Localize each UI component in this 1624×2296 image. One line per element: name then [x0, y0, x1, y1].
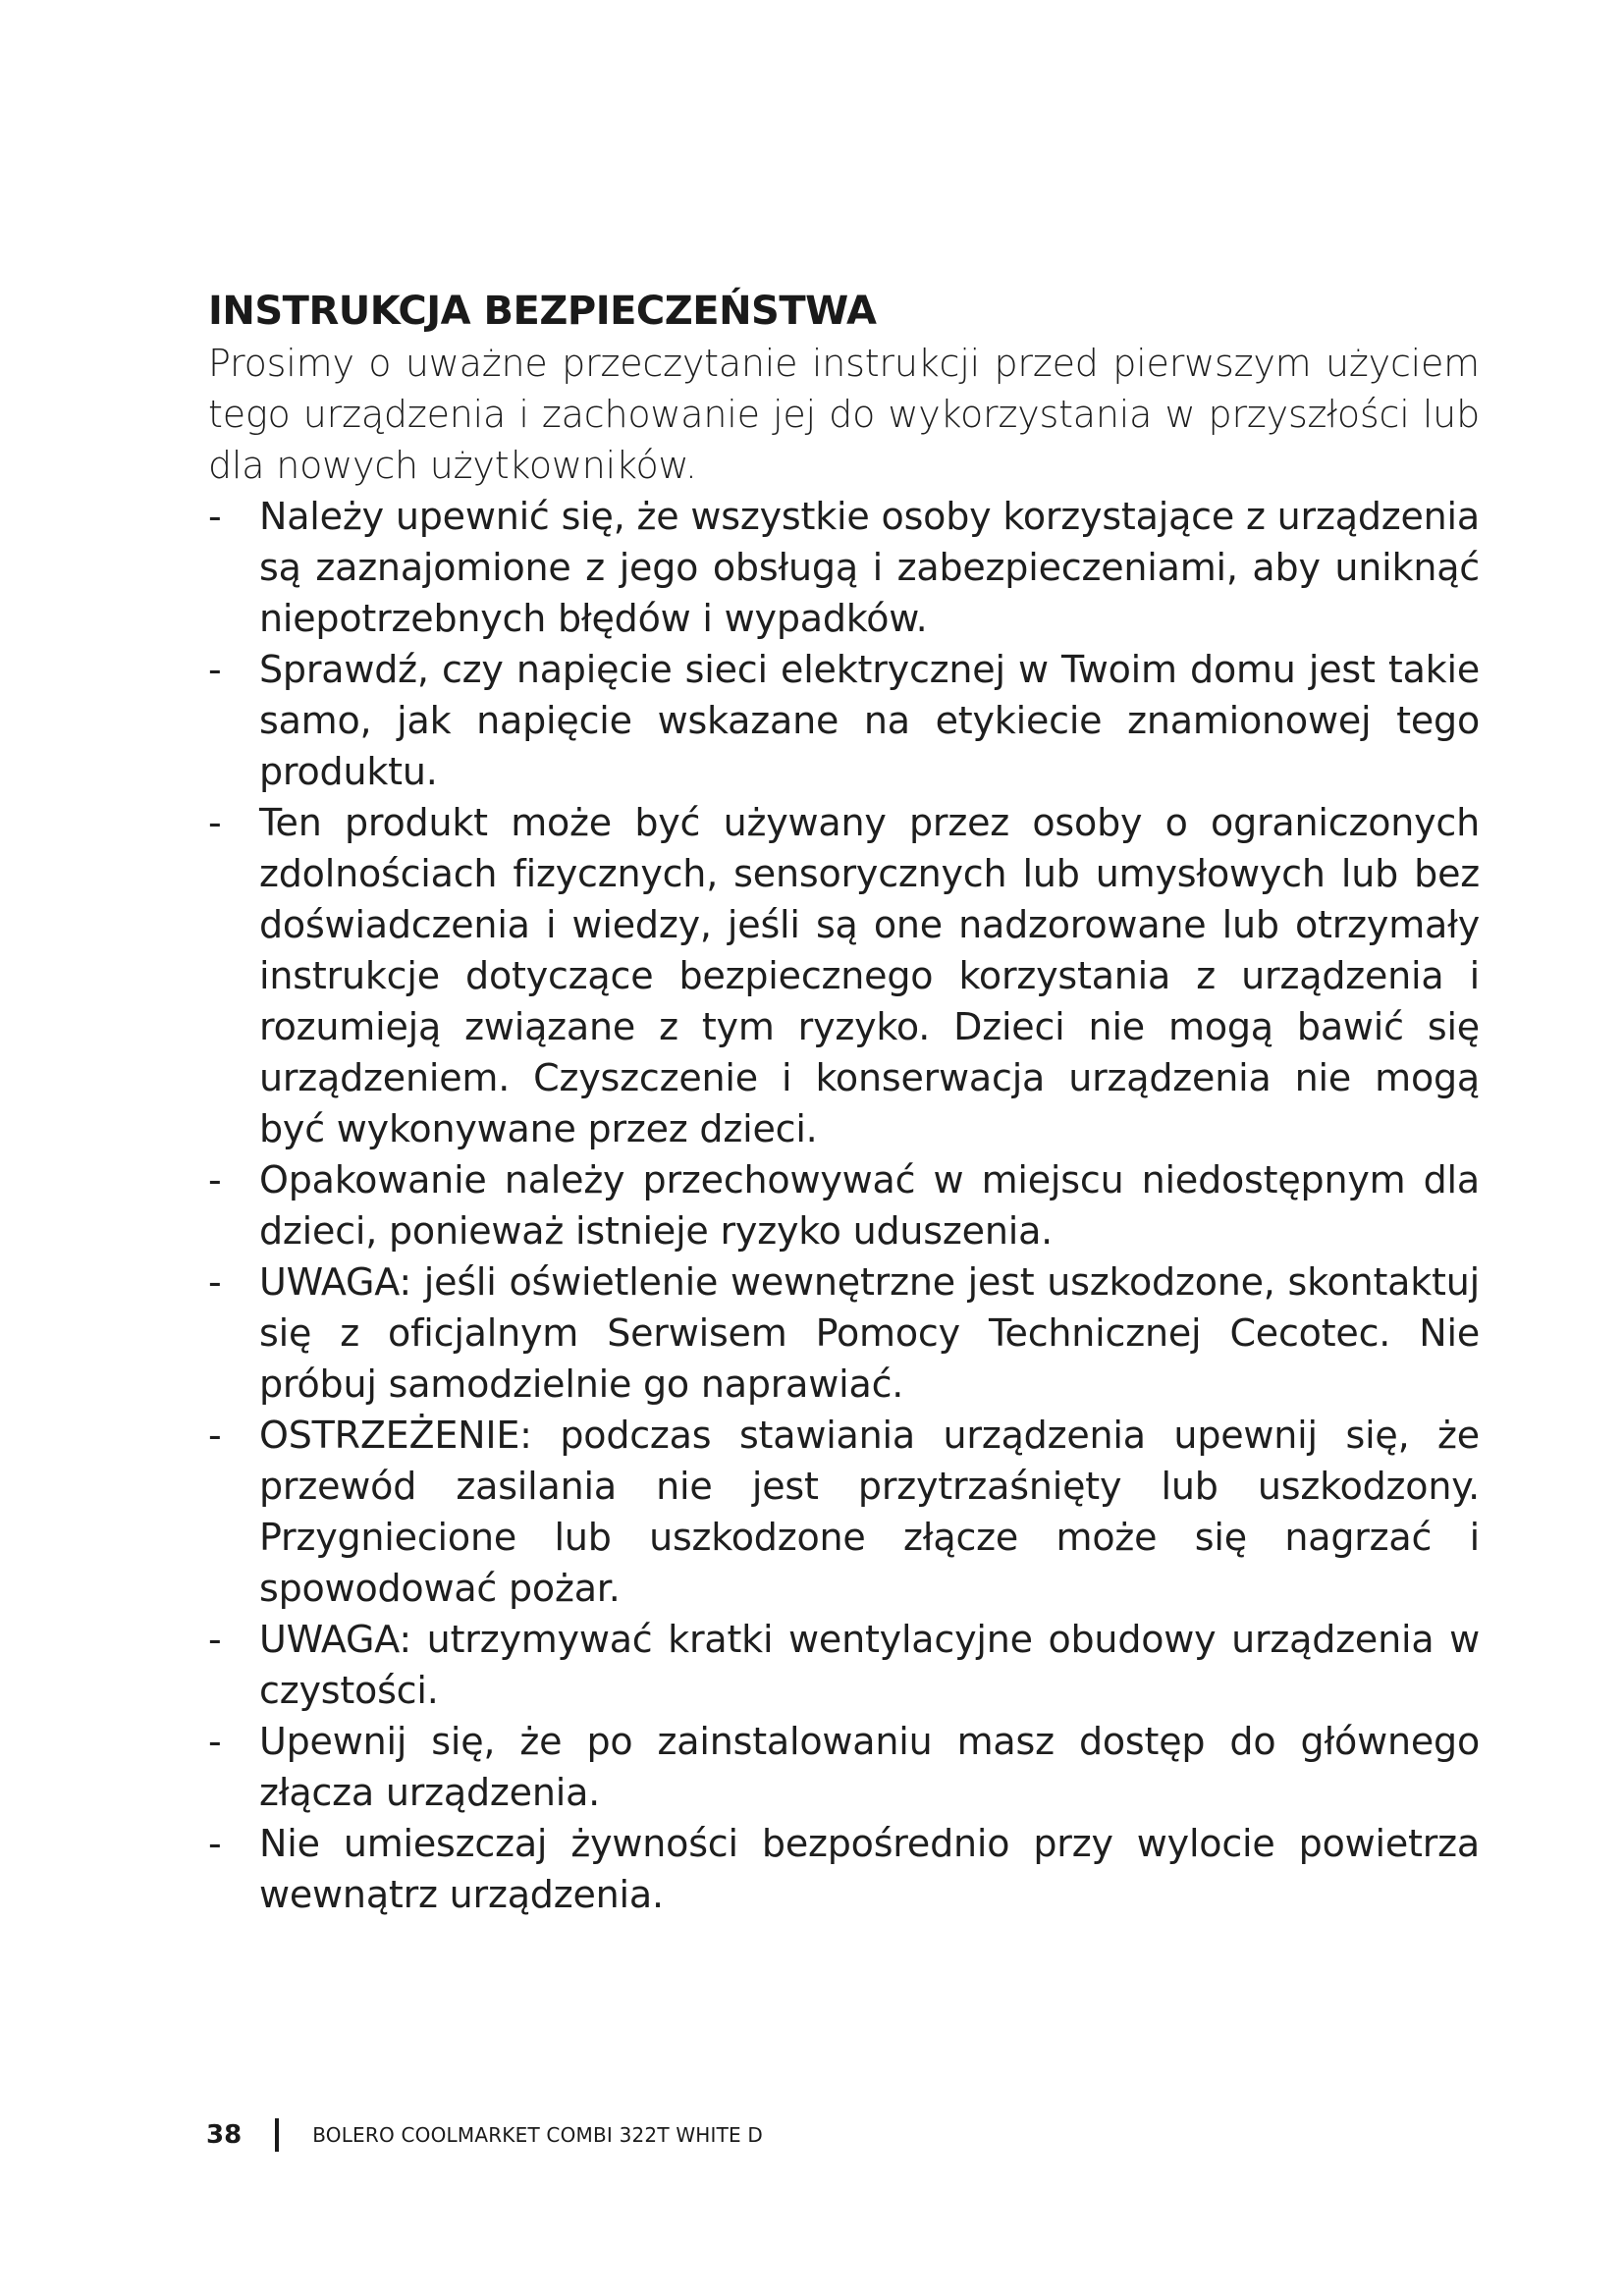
- bullet-dash: -: [208, 1158, 222, 1201]
- bullet-text: Opakowanie należy przechowywać w miejscu niedostępnym dla dzieci, ponieważ istnieje ryzyko uduszenia.: [259, 1158, 1480, 1253]
- bullet-text: UWAGA: utrzymywać kratki wentylacyjne obudowy urządzenia w czystości.: [259, 1618, 1480, 1712]
- bullet-item: [208, 1256, 1480, 1410]
- bullet-text: Ten produkt może być używany przez osoby o ograniczonych zdolnościach fizycznych, sensorycznych lub umysłowych lub bez doświadczenia i wiedzy, jeśli są one nadzorowane lub otrzymały instrukcje dotyczące bezpiecznego korzystania z urządzenia i rozumieją związane z tym ryzyko. Dzieci nie mogą bawić się urządzeniem. Czyszczenie i konserwacja urządzenia nie mogą być wykonywane przez dzieci.: [259, 801, 1480, 1150]
- section-title: INSTRUKCJA BEZPIECZEŃSTWA: [208, 289, 877, 334]
- bullet-text: OSTRZEŻENIE: podczas stawiania urządzenia upewnij się, że przewód zasilania nie jest przytrzaśnięty lub uszkodzony. Przygniecione lub uszkodzone złącze może się nagrzać i spowodować pożar.: [259, 1414, 1480, 1610]
- bullet-item: [208, 1154, 1480, 1256]
- bullet-text: UWAGA: jeśli oświetlenie wewnętrzne jest uszkodzone, skontaktuj się z oficjalnym Serwisem Pomocy Technicznej Cecotec. Nie próbuj samodzielnie go naprawiać.: [259, 1260, 1480, 1406]
- bullet-dash: -: [208, 1260, 222, 1304]
- safety-bullet-list: [208, 491, 1480, 1920]
- product-name: BOLERO COOLMARKET COMBI 322T WHITE D: [312, 2123, 764, 2147]
- footer-divider: [275, 2118, 279, 2152]
- bullet-item: [208, 1716, 1480, 1818]
- bullet-dash: -: [208, 1414, 222, 1457]
- bullet-dash: -: [208, 648, 222, 691]
- bullet-dash: -: [208, 1618, 222, 1661]
- bullet-item: [208, 644, 1480, 797]
- bullet-dash: -: [208, 1720, 222, 1763]
- bullet-text: Należy upewnić się, że wszystkie osoby korzystające z urządzenia są zaznajomione z jego obsługą i zabezpieczeniami, aby uniknąć niepotrzebnych błędów i wypadków.: [259, 495, 1480, 640]
- bullet-text: Sprawdź, czy napięcie sieci elektrycznej w Twoim domu jest takie samo, jak napięcie wskazane na etykiecie znamionowej tego produktu.: [259, 648, 1480, 793]
- page-number: 38: [206, 2120, 243, 2150]
- bullet-dash: -: [208, 495, 222, 538]
- safety-instructions-section: [208, 285, 1480, 1920]
- bullet-dash: -: [208, 801, 222, 844]
- bullet-text: Nie umieszczaj żywności bezpośrednio przy wylocie powietrza wewnątrz urządzenia.: [259, 1822, 1480, 1916]
- bullet-item: [208, 491, 1480, 644]
- bullet-item: [208, 797, 1480, 1154]
- bullet-text: Upewnij się, że po zainstalowaniu masz dostęp do głównego złącza urządzenia.: [259, 1720, 1480, 1814]
- intro-paragraph: Prosimy o uważne przeczytanie instrukcji przed pierwszym użyciem tego urządzenia i zachowanie jej do wykorzystania w przyszłości lub dla nowych użytkowników.: [208, 342, 1480, 487]
- bullet-item: [208, 1614, 1480, 1716]
- bullet-item: [208, 1410, 1480, 1614]
- bullet-item: [208, 1818, 1480, 1920]
- bullet-dash: -: [208, 1822, 222, 1865]
- page-footer: [206, 2115, 763, 2155]
